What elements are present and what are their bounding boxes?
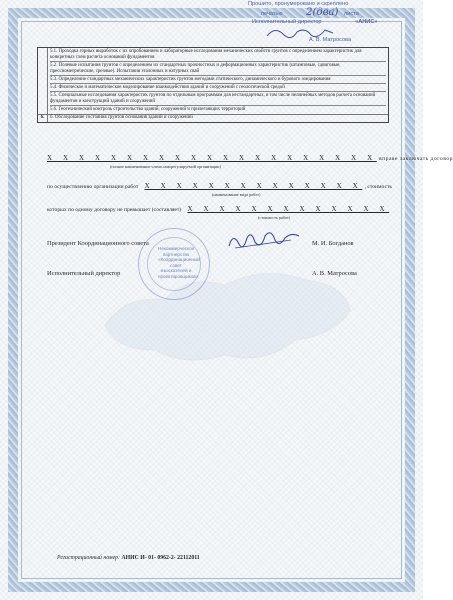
row-5-number [38, 48, 48, 114]
list-item: 5.1. Проходка горных выработок с их опробованием и лабораторные исследования механических свойств грунтов с определением характеристик для конкретных схем расчета оснований фундаментов [50, 49, 386, 63]
x-fill-2: X X X X X X X X X X X X X X [144, 182, 363, 190]
row-6-text: 6. Обследование состояния грунтов основания зданий и сооружений [50, 115, 193, 121]
registration-label: Регистрационный номер: [57, 555, 120, 561]
president-name: М. И. Богданов [312, 240, 354, 247]
registration-number [57, 555, 200, 561]
work-type-line [47, 182, 392, 190]
row-5-items [48, 48, 388, 114]
stamp-signature-icon [265, 24, 335, 42]
director-title: Исполнительный директор [47, 270, 121, 277]
table-row-6 [38, 115, 388, 122]
list-item: 5.5. Специальные исследования характеристик грунтов по отдельным программам для нестандартных, в том числе нелинейных методов расчета оснований фундаментов и конструкций зданий и сооружений [50, 92, 386, 106]
stamp-line-2-prefix: печатью [261, 11, 283, 17]
registration-value: АНИС И- 01- 0962-2- 22112011 [121, 555, 200, 561]
line2-prefix: по осуществлению организации работ [47, 184, 139, 190]
list-item: 5.3. Определение стандартных механических характеристик грунтов методами статического, динамического и бурового зондирования [50, 76, 386, 84]
list-item: 5.4. Физическое и математическое моделирование взаимодействия зданий и сооружений с геологической средой [50, 84, 386, 92]
president-title: Президент Координационного совета [47, 240, 149, 247]
stamp-line-2-suffix: листа [343, 11, 359, 17]
director-name: А. В. Матросова [312, 270, 357, 277]
row-6-number: 6. [38, 115, 48, 122]
caption-work-type: (наименование вида работ) [212, 192, 261, 197]
stamp-line-3-prefix: Исполнительный директор [252, 19, 322, 25]
binding-stamp [225, 0, 415, 48]
stamp-line-4: А. В. Матросова [309, 37, 352, 43]
member-name-line [47, 154, 453, 162]
stamp-line-2 [261, 9, 359, 18]
list-item: 5.2. Полевые испытания грунтов с определением их стандартных прочностных и деформационных характеристик (штамповые, сдвиговые, прессиометрические, срезные). Испытания эталонных и натурных свай [50, 62, 386, 76]
caption-cost: (стоимость работ) [258, 215, 291, 220]
stamp-org: «АНИС» [355, 19, 378, 25]
line1-suffix: вправе заключать договор [379, 156, 453, 162]
president-signature-icon [225, 226, 305, 256]
line2-suffix: , стоимость [364, 184, 392, 190]
caption-member-name: (полное наименование члена саморегулируемой организации) [110, 164, 221, 169]
stamp-handwritten-count: 2(два) [306, 7, 339, 18]
x-fill-3: X X X X X X X X X X X X X [187, 205, 390, 213]
stamp-line-1: Прошито, пронумеровано и скреплено [248, 1, 349, 7]
work-types-table [37, 47, 389, 123]
table-row-5 [38, 48, 388, 115]
cost-line [47, 205, 389, 213]
seal-text: Некоммерческое партнерство «Координационный совет изыскателей и проектировщиков» [158, 246, 200, 279]
line3-prefix: которых по одному договору не превышает (составляет) [47, 207, 182, 213]
x-fill-1: X X X X X X X X X X X X X X X X X X X X X [47, 154, 377, 162]
list-item: 5.6. Геотехнический контроль строительства зданий, сооружений и прилегающих территорий [50, 106, 246, 112]
